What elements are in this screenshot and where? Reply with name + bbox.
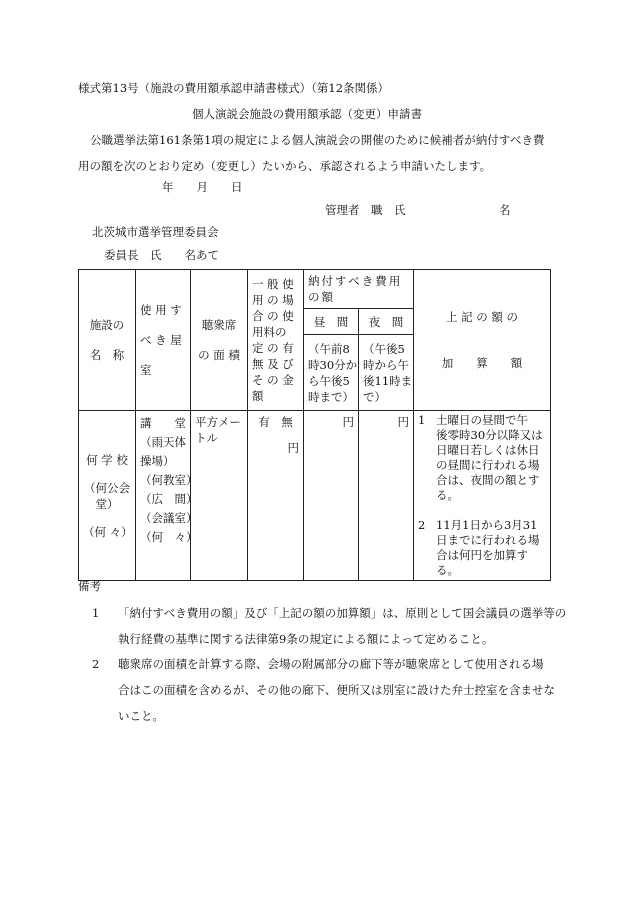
header-day-hours: （午前8 時30分か ら午後5 時まで） xyxy=(304,335,359,411)
header-night-hours: （午後5 時から午 後11時ま で） xyxy=(359,335,414,411)
row-hall-area: 平方メー トル xyxy=(191,411,248,581)
addressee-org: 北茨城市選挙管理委員会 xyxy=(92,225,219,239)
intro-paragraph xyxy=(78,127,545,179)
header-day: 昼 間 xyxy=(304,309,359,335)
applicant-label: 管理者 職 氏 xyxy=(325,203,406,217)
intro-line-2: 用の額を次のとおり定め（変更し）たいから、承認されるよう申請いたします。 xyxy=(78,159,492,173)
applicant-suffix: 名 xyxy=(499,203,511,217)
row-general-fee: 有 無 円 xyxy=(248,411,304,581)
row-night-amount: 円 xyxy=(359,411,414,581)
date-line: 年 月 日 xyxy=(162,180,243,194)
row-surcharge xyxy=(414,411,551,581)
document-title: 個人演説会施設の費用額承認（変更）申請書 xyxy=(192,107,422,121)
row-day-amount: 円 xyxy=(304,411,359,581)
header-surcharge: 上 記 の 額 の 加 算 額 xyxy=(414,270,551,411)
form-label: 様式第13号（施設の費用額承認申請書様式）（第12条関係） xyxy=(78,81,390,95)
header-general-fee: 一 般 使 用 の 場 合 の 使 用料の 定 の 有 無 及 び そ の 金 額 xyxy=(248,270,304,411)
header-room: 使 用 す べ き 屋 室 xyxy=(136,270,191,411)
surcharge-item-2: 2 11月1日から3月31 日までに行われる場 合は何円を加算す る。 xyxy=(418,518,540,577)
header-payable: 納付すべき費用の額 xyxy=(304,270,414,309)
surcharge-item-1: 1 土曜日の昼間で午 後零時30分以降又は 日曜日若しくは休日 の昼間に行われる場 合は、夜間の額とす る。 xyxy=(418,413,543,502)
row-room: 講 堂 （雨天体 操場） （何教室） （広 間） （会議室） （何 々） xyxy=(136,411,191,581)
intro-line-1: 公職選挙法第161条第1項の規定による個人演説会の開催のために候補者が納付すべき費 xyxy=(90,133,545,147)
header-hall-area: 聴衆席 の 面 積 xyxy=(191,270,248,411)
row-facility-name: 何 学 校 （何公会 堂） （何 々） xyxy=(79,411,136,581)
addressee-name: 委員長 氏 名あて xyxy=(104,248,219,262)
header-facility: 施設の 名 称 xyxy=(79,270,136,411)
notes-heading: 備考 xyxy=(78,579,101,593)
fee-table xyxy=(78,269,551,581)
header-night: 夜 間 xyxy=(359,309,414,335)
